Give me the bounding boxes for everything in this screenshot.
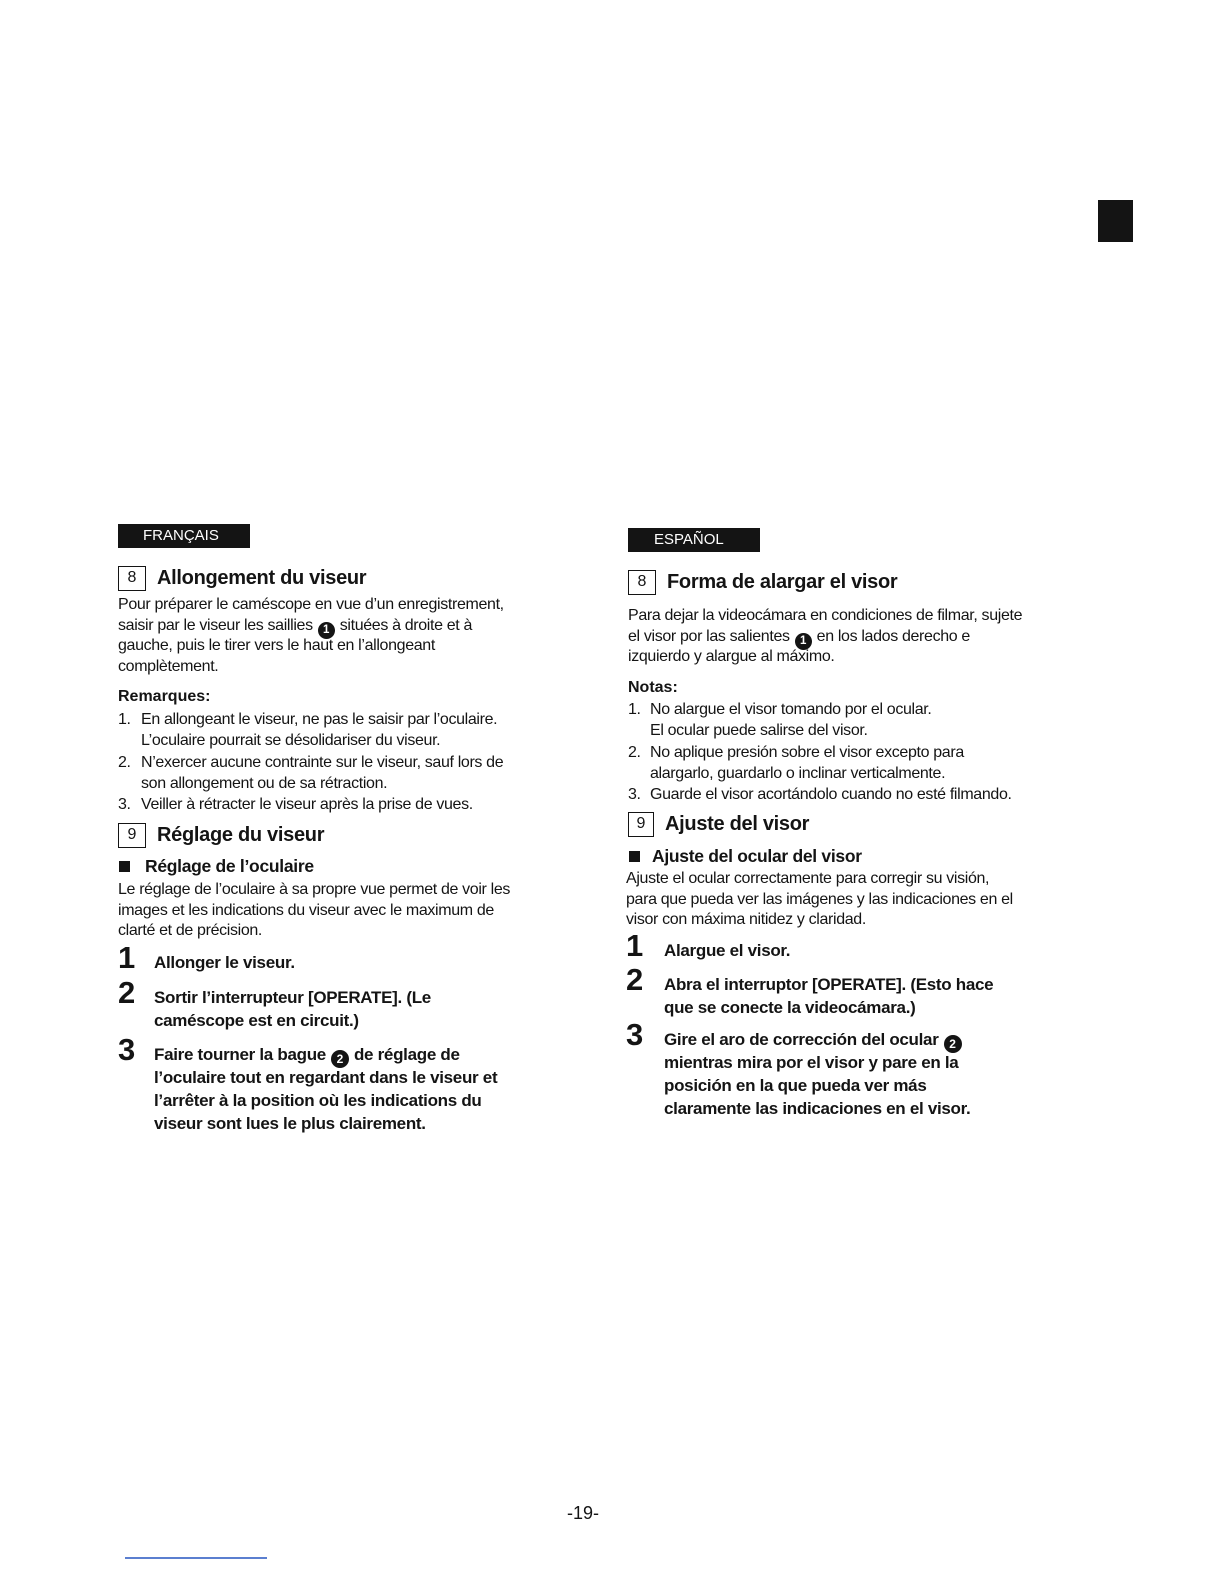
step-line-text: Faire tourner la bague xyxy=(154,1045,326,1064)
section-8-body-es xyxy=(628,606,1022,668)
section-8-body-fr xyxy=(118,595,504,677)
section-number-box: 9 xyxy=(118,823,146,848)
note-number: 1. xyxy=(118,711,131,728)
body-line: Para dejar la videocámara en condiciones de filmar, sujete xyxy=(628,607,1023,624)
step-text xyxy=(664,973,993,1019)
notes-heading-es: Notas: xyxy=(628,679,678,696)
step-3-es xyxy=(626,1017,971,1120)
page-number: -19- xyxy=(567,1503,600,1523)
step-line: Abra el interruptor [OPERATE]. (Esto hace xyxy=(664,975,994,994)
note-item xyxy=(118,709,503,752)
step-number: 2 xyxy=(626,962,644,997)
notes-list-es xyxy=(628,699,1012,805)
section-title: Forma de alargar el visor xyxy=(667,570,898,593)
step-text xyxy=(664,939,790,962)
note-item xyxy=(628,742,1012,785)
section-number-box: 9 xyxy=(628,812,654,837)
note-item xyxy=(118,752,503,795)
step-line: l’arrêter à la position où les indications du xyxy=(154,1091,482,1110)
subheading-text: Ajuste del ocular del visor xyxy=(652,845,862,866)
section-8-heading-es xyxy=(628,569,897,595)
note-item xyxy=(628,699,1012,742)
step-number: 3 xyxy=(118,1032,136,1067)
note-text xyxy=(141,752,503,795)
note-number: 3. xyxy=(628,786,641,803)
circled-number-1-icon: 1 xyxy=(795,633,812,650)
note-line: Guarde el visor acortándolo cuando no esté filmando. xyxy=(650,786,1012,803)
body-line-text: situées à droite et à xyxy=(339,616,473,634)
note-text xyxy=(650,784,1012,805)
body-line: para que pueda ver las imágenes y las indicaciones en el xyxy=(626,890,1013,908)
subheading-fr xyxy=(119,855,314,877)
step-line: viseur sont lues le plus clairement. xyxy=(154,1114,426,1133)
note-line: N’exercer aucune contrainte sur le viseur, sauf lors de xyxy=(141,753,504,771)
section-number-box: 8 xyxy=(118,566,146,591)
step-line: mientras mira por el visor y pare en la xyxy=(664,1053,959,1072)
section-9-intro-fr xyxy=(118,880,510,942)
step-line: Sortir l’interrupteur [OPERATE]. (Le xyxy=(154,988,431,1007)
note-item xyxy=(118,794,503,815)
step-2-fr xyxy=(118,975,431,1032)
step-text xyxy=(154,1043,497,1135)
note-line: En allongeant le viseur, ne pas le saisir par l’oculaire. xyxy=(141,711,498,728)
note-number: 2. xyxy=(628,743,641,761)
section-title: Ajuste del visor xyxy=(665,812,810,835)
note-text xyxy=(650,742,964,785)
page-edge-tab xyxy=(1098,200,1133,242)
body-line: complètement. xyxy=(118,657,219,675)
notes-heading-fr: Remarques: xyxy=(118,688,211,705)
step-line-text: de réglage de xyxy=(353,1045,460,1064)
bullet-square-icon xyxy=(119,861,130,872)
note-number: 2. xyxy=(118,753,131,771)
body-line xyxy=(118,616,504,637)
step-number: 2 xyxy=(118,975,136,1010)
body-line: Le réglage de l’oculaire à sa propre vue permet de voir les xyxy=(118,881,511,898)
step-3-fr xyxy=(118,1032,498,1135)
body-line-text: en los lados derecho e xyxy=(816,627,970,645)
body-line: gauche, puis le tirer vers le haut en l’allongeant xyxy=(118,637,435,654)
language-tag-spanish xyxy=(628,528,760,552)
note-line: Veiller à rétracter le viseur après la prise de vues. xyxy=(141,796,473,813)
step-line: Allonger le viseur. xyxy=(154,953,295,972)
note-text xyxy=(141,794,473,815)
step-text xyxy=(154,986,431,1032)
note-item xyxy=(628,784,1012,805)
step-line: que se conecte la videocámara.) xyxy=(664,998,916,1017)
section-9-heading-es xyxy=(628,811,809,837)
step-number: 1 xyxy=(626,928,644,963)
step-2-es xyxy=(626,962,994,1019)
notes-list-fr xyxy=(118,709,503,815)
body-line: Pour préparer le caméscope en vue d’un enregistrement, xyxy=(118,596,504,613)
language-tag-label: ESPAÑOL xyxy=(654,531,724,548)
section-9-intro-es xyxy=(626,869,1013,931)
note-text xyxy=(141,709,497,752)
body-line-text: saisir par le viseur les saillies xyxy=(118,616,313,634)
note-number: 3. xyxy=(118,796,131,813)
section-9-heading-fr xyxy=(118,822,324,848)
scan-edge-rule xyxy=(125,1557,267,1559)
body-line: clarté et de précision. xyxy=(118,922,263,939)
note-line: No aplique presión sobre el visor excepto para xyxy=(650,743,964,761)
step-text xyxy=(154,951,295,974)
circled-number-1-icon: 1 xyxy=(318,622,335,639)
note-line: son allongement ou de sa rétraction. xyxy=(141,774,388,792)
section-title: Réglage du viseur xyxy=(157,823,325,846)
step-text xyxy=(664,1028,970,1120)
note-line: L’oculaire pourrait se désolidariser du viseur. xyxy=(141,732,441,750)
step-line: posición en la que pueda ver más xyxy=(664,1076,927,1095)
step-1-fr xyxy=(118,940,295,975)
language-tag-french xyxy=(118,524,250,548)
step-line: l’oculaire tout en regardant dans le viseur et xyxy=(154,1068,498,1087)
note-text xyxy=(650,699,931,742)
step-1-es xyxy=(626,928,791,963)
step-line: claramente las indicaciones en el visor. xyxy=(664,1099,971,1118)
step-line-text: Gire el aro de corrección del ocular xyxy=(664,1030,939,1049)
subheading-text: Réglage de l’oculaire xyxy=(145,855,314,876)
step-line xyxy=(154,1043,497,1066)
note-line: alargarlo, guardarlo o inclinar verticalmente. xyxy=(650,764,946,782)
note-number: 1. xyxy=(628,701,641,718)
body-line xyxy=(628,627,1022,648)
step-line: caméscope est en circuit.) xyxy=(154,1011,359,1030)
body-line: izquierdo y alargue al máximo. xyxy=(628,648,835,665)
bullet-square-icon xyxy=(629,851,640,862)
section-8-heading-fr xyxy=(118,565,366,591)
body-line-text: el visor por las salientes xyxy=(628,627,790,645)
step-line xyxy=(664,1028,970,1051)
step-line: Alargue el visor. xyxy=(664,941,791,960)
section-number-box: 8 xyxy=(628,570,656,595)
language-tag-label: FRANÇAIS xyxy=(143,527,219,544)
note-line: No alargue el visor tomando por el ocular. xyxy=(650,701,932,718)
circled-number-2-icon: 2 xyxy=(944,1035,962,1053)
body-line: images et les indications du viseur avec le maximum de xyxy=(118,901,494,919)
circled-number-2-icon: 2 xyxy=(331,1050,349,1068)
body-line: visor con máxima nitidez y claridad. xyxy=(626,911,866,928)
step-number: 3 xyxy=(626,1017,644,1052)
body-line: Ajuste el ocular correctamente para corregir su visión, xyxy=(626,870,990,887)
subheading-es xyxy=(629,845,862,867)
note-line: El ocular puede salirse del visor. xyxy=(650,722,868,740)
step-number: 1 xyxy=(118,940,136,975)
section-title: Allongement du viseur xyxy=(157,566,367,589)
